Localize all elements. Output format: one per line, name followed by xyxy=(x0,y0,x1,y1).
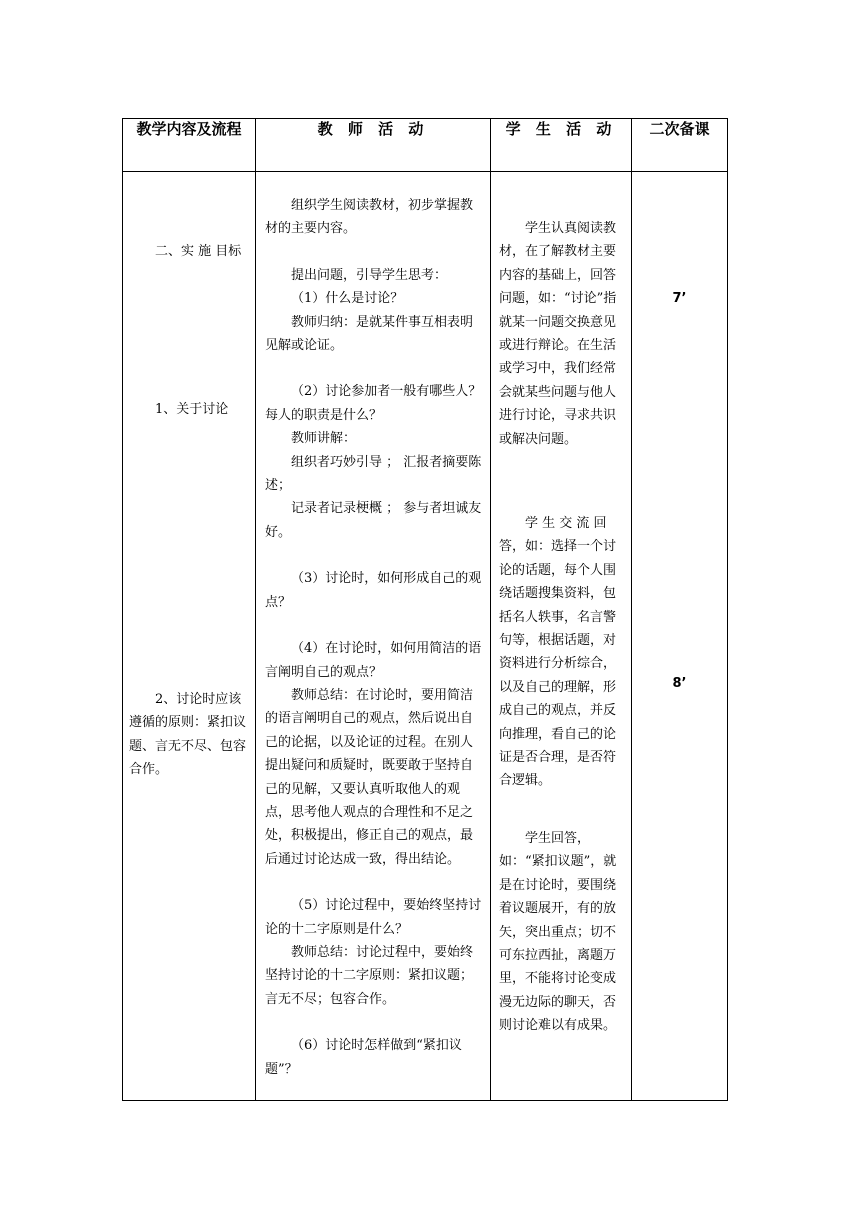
header-row xyxy=(123,119,728,172)
teacher-prompt: 提出问题，引导学生思考： xyxy=(291,267,448,283)
body-row xyxy=(123,172,728,1101)
student-answer-3: 学生回答，如：“紧扣议题”，就是在讨论时，要围绕着议题展开，有的放矢，突出重点；切不可东拉西扯，离题万里，不能将讨论变成漫无边际的聊天，否则讨论难以有成果。 xyxy=(499,831,617,1034)
student-cell xyxy=(491,172,632,1101)
question-3: （3）讨论时，如何形成自己的观点？ xyxy=(265,571,482,610)
content-cell xyxy=(123,172,256,1101)
time-marker-2: 8’ xyxy=(672,676,687,691)
prep-cell xyxy=(632,172,728,1101)
content-item-1: 1、关于讨论 xyxy=(155,402,229,417)
answer-4: 教师总结：在讨论时，要用简洁的语言阐明自己的观点，然后说出自己的论据，以及论证的过程。在别人提出疑问和质疑时，既要敢于坚持自己的见解，又要认真听取他人的观点，思考他人观点的合理性和不足之处，积极提出，修正自己的观点，最后通过讨论达成一致，得出结论。 xyxy=(265,687,474,867)
question-5: （5）讨论过程中，要始终坚持讨论的十二字原则是什么？ xyxy=(265,898,482,937)
student-answer-2: 学 生 交 流 回答，如：选择一个讨论的话题，每个人围绕话题搜集资料，包括名人轶事，名言警句等，根据话题，对资料进行分析综合，以及自己的理解，形成自己的观点，并反向推理，看自己的论证是否合理，是否符合逻辑。 xyxy=(499,516,617,789)
header-student: 学 生 活 动 xyxy=(491,119,632,172)
answer-2-intro: 教师讲解： xyxy=(291,431,357,447)
lesson-plan-table xyxy=(122,118,728,1101)
answer-1: 教师归纳：是就某件事互相表明见解或论证。 xyxy=(265,314,474,354)
question-4: （4）在讨论时，如何用简洁的语言阐明自己的观点？ xyxy=(265,641,482,680)
teacher-intro: 组织学生阅读教材，初步掌握教材的主要内容。 xyxy=(265,198,474,237)
question-2: （2）讨论参加者一般有哪些人？每人的职责是什么？ xyxy=(265,384,482,423)
header-teacher: 教 师 活 动 xyxy=(256,119,491,172)
answer-2-line-1: 组织者巧妙引导 ； 汇报者摘要陈述； xyxy=(265,454,482,494)
question-6: （6）讨论时怎样做到“紧扣议题”？ xyxy=(265,1038,462,1077)
answer-5: 教师总结：讨论过程中，要始终坚持讨论的十二字原则：紧扣议题；言无不尽；包容合作。 xyxy=(265,944,474,1007)
question-1: （1）什么是讨论？ xyxy=(291,291,404,307)
answer-2-line-2: 记录者记录梗概 ； 参与者坦诚友好。 xyxy=(265,501,482,540)
content-item-2: 2、讨论时应该遵循的原则：紧扣议题、言无不尽、包容合作。 xyxy=(129,692,247,778)
content-goal: 二、实 施 目标 xyxy=(155,244,242,259)
teacher-cell xyxy=(256,172,491,1101)
header-prep: 二次备课 xyxy=(632,119,728,172)
student-answer-1: 学生认真阅读教材，在了解教材主要内容的基础上，回答问题，如：“讨论”指就某一问题交换意见或进行辩论。在生活或学习中，我们经常会就某些问题与他人进行讨论，寻求共识或解决问题。 xyxy=(499,221,617,447)
time-marker-1: 7’ xyxy=(672,291,687,306)
header-content: 教学内容及流程 xyxy=(123,119,256,172)
